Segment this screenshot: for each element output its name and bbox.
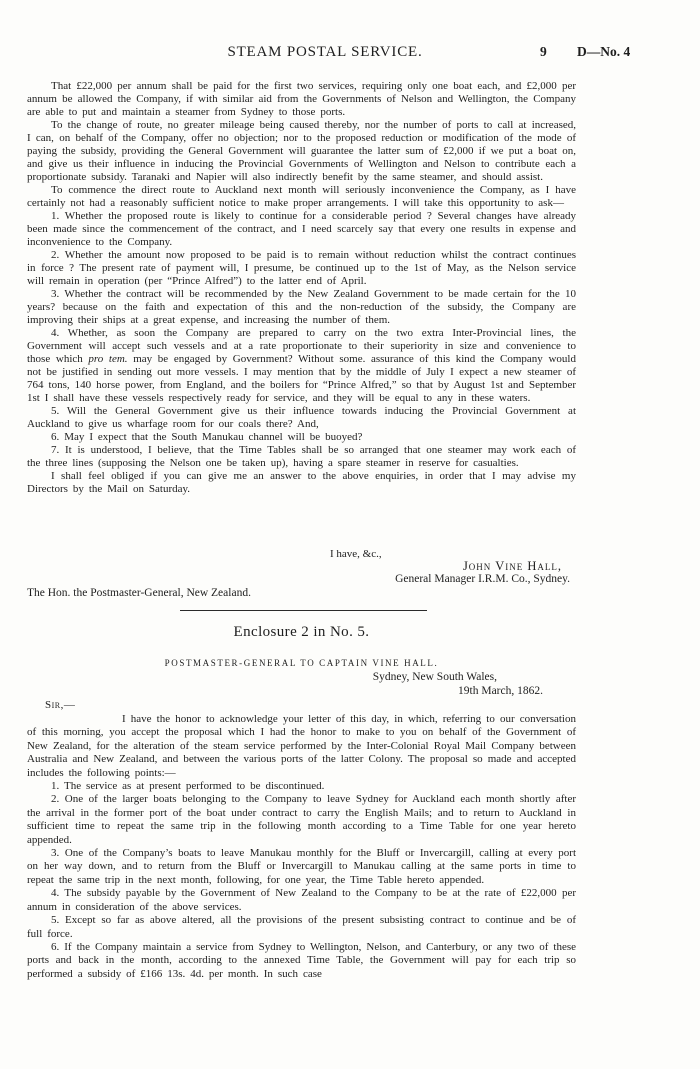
paragraph: 1. The service as at present performed to be discontinued. [51, 780, 325, 793]
letter-body [27, 80, 576, 496]
paragraph: That £22,000 per annum shall be paid for the first two services, requiring only one boat each, and £2,000 per annum be allowed the Company, if with similar aid from the Governments of Nelson and Wellington, the Company are able to put and maintain a steamer from Sydney to those ports. [27, 80, 576, 118]
paragraph: 6. May I expect that the South Manukau channel will be buoyed? [51, 431, 363, 443]
enclosure-subheading: POSTMASTER-GENERAL TO CAPTAIN VINE HALL. [164, 658, 439, 668]
valediction: I have, &c., [330, 548, 382, 560]
paragraph: I shall feel obliged if you can give me an answer to the above enquiries, in order that I may advise my Directors by the Mail on Saturday. [27, 470, 576, 495]
enclosure-heading: Enclosure 2 in No. 5. [233, 624, 370, 640]
place-line: Sydney, New South Wales, [372, 671, 497, 683]
paragraph: To commence the direct route to Auckland next month will seriously inconvenience the Company, as I have certainly not had a reasonably sufficient notice to make proper arrangements. I will take this opportunity to ask— [27, 184, 576, 209]
paragraph: 6. If the Company maintain a service from Sydney to Wellington, Nelson, and Canterbury, or any two of these ports and back in the month, according to the annexed Time Table, the Government will pay for each trip so performed a subsidy of £166 13s. 4d. per month. In such case [27, 940, 576, 980]
paragraph: 5. Except so far as above altered, all the provisions of the present subsisting contract to continue and be of full force. [27, 914, 576, 940]
signature-name: John Vine Hall, [462, 559, 562, 573]
document-number: D—No. 4 [577, 44, 631, 59]
signature-title: General Manager I.R.M. Co., Sydney. [395, 573, 570, 585]
paragraph: I have the honor to acknowledge your letter of this day, in which, referring to our conversation of this morning, you accept the proposal which I had the honor to make to you on behalf of the Government of New Zealand, for the alteration of the steam service performed by the Inter-Colonial Royal Mail Company between Australia and New Zealand, and between the various ports of the latter Colony. The proposal so made and accepted includes the following points:— [27, 713, 576, 779]
paragraph: To the change of route, no greater mileage being caused thereby, nor the number of ports to call at increased, I can, on behalf of the Company, offer no objection; nor to the proposed reduction or modification of the mode of paying the subsidy, providing the General Government will guarantee the latter sum of £2,000 if we put a boat on, and give us their influence in inducing the Provincial Governments of Wellington and Nelson to contribute each a proportionate subsidy. Taranaki and Napier will also indirectly benefit by the same steamer, and should assist. [27, 119, 576, 183]
enclosure-body [27, 713, 576, 981]
date-line: 19th March, 1862. [458, 685, 543, 697]
paragraph: 4. Whether, as soon the Company are prepared to carry on the two extra Inter-Provincial lines, the Government will accept such vessels and at a rate proportionate to their superiority in size and convenience to those which pro tem. may be engaged by Government? Without some. assurance of this kind the Company would not be justified in sending out more vessels. I may mention that by the middle of July I expect a new steamer of 764 tons, 140 horse power, from England, and the boilers for “Prince Alfred,” so that by August 1st and September 1st I shall have these vessels respectively ready for service, and they will be equal to any in these waters. [27, 327, 576, 404]
page-title: STEAM POSTAL SERVICE. [227, 44, 423, 60]
paragraph: 7. It is understood, I believe, that the Time Tables shall be so arranged that one steamer may work each of the three lines (supposing the Nelson one be taken up), having a spare steamer in reserve for casualties. [27, 444, 576, 469]
paragraph: 2. Whether the amount now proposed to be paid is to remain without reduction whilst the contract continues in force ? The present rate of payment will, I presume, be continued up to the 1st of May, as the Nelson service will remain in operation (per “Prince Alfred”) to the latter end of April. [27, 249, 576, 287]
page-number: 9 [540, 44, 547, 59]
paragraph: 3. One of the Company’s boats to leave Manukau monthly for the Bluff or Invercargill, calling at every port on her way down, and to return from the Bluff or Invercargill to Manukau calling at the same ports in time to repeat the same trip in the next month, following, for one year, the Time Table hereto appended. [27, 847, 576, 886]
addressee-line: The Hon. the Postmaster-General, New Zealand. [27, 587, 251, 599]
paragraph: 4. The subsidy payable by the Government of New Zealand to the Company to be at the rate of £22,000 per annum in consideration of the above services. [27, 887, 576, 913]
paragraph: 1. Whether the proposed route is likely to continue for a considerable period ? Several changes have already been made since the commencement of the contract, and I need scarcely say that every one results in expense and inconvenience to the Company. [27, 210, 576, 248]
paragraph: 3. Whether the contract will be recommended by the New Zealand Government to be made certain for the 10 years? because on the faith and expectation of this and the non-reduction of the subsidy, the Company are improving their ships at a great expense, and increasing the number of them. [27, 288, 576, 326]
paragraph: 2. One of the larger boats belonging to the Company to leave Sydney for Auckland each month shortly after the arrival in the former port of the boat under contract to carry the English Mails; and to return to Auckland in sufficient time to repeat the same trip in the following month according to a Time Table for one year hereto appended. [27, 793, 576, 846]
paragraph: 5. Will the General Government give us their influence towards inducing the Provincial Government at Auckland to give us wharfage room for our coals there? And, [27, 405, 576, 430]
salutation: Sir,— [45, 699, 76, 711]
section-divider-rule [180, 610, 427, 611]
